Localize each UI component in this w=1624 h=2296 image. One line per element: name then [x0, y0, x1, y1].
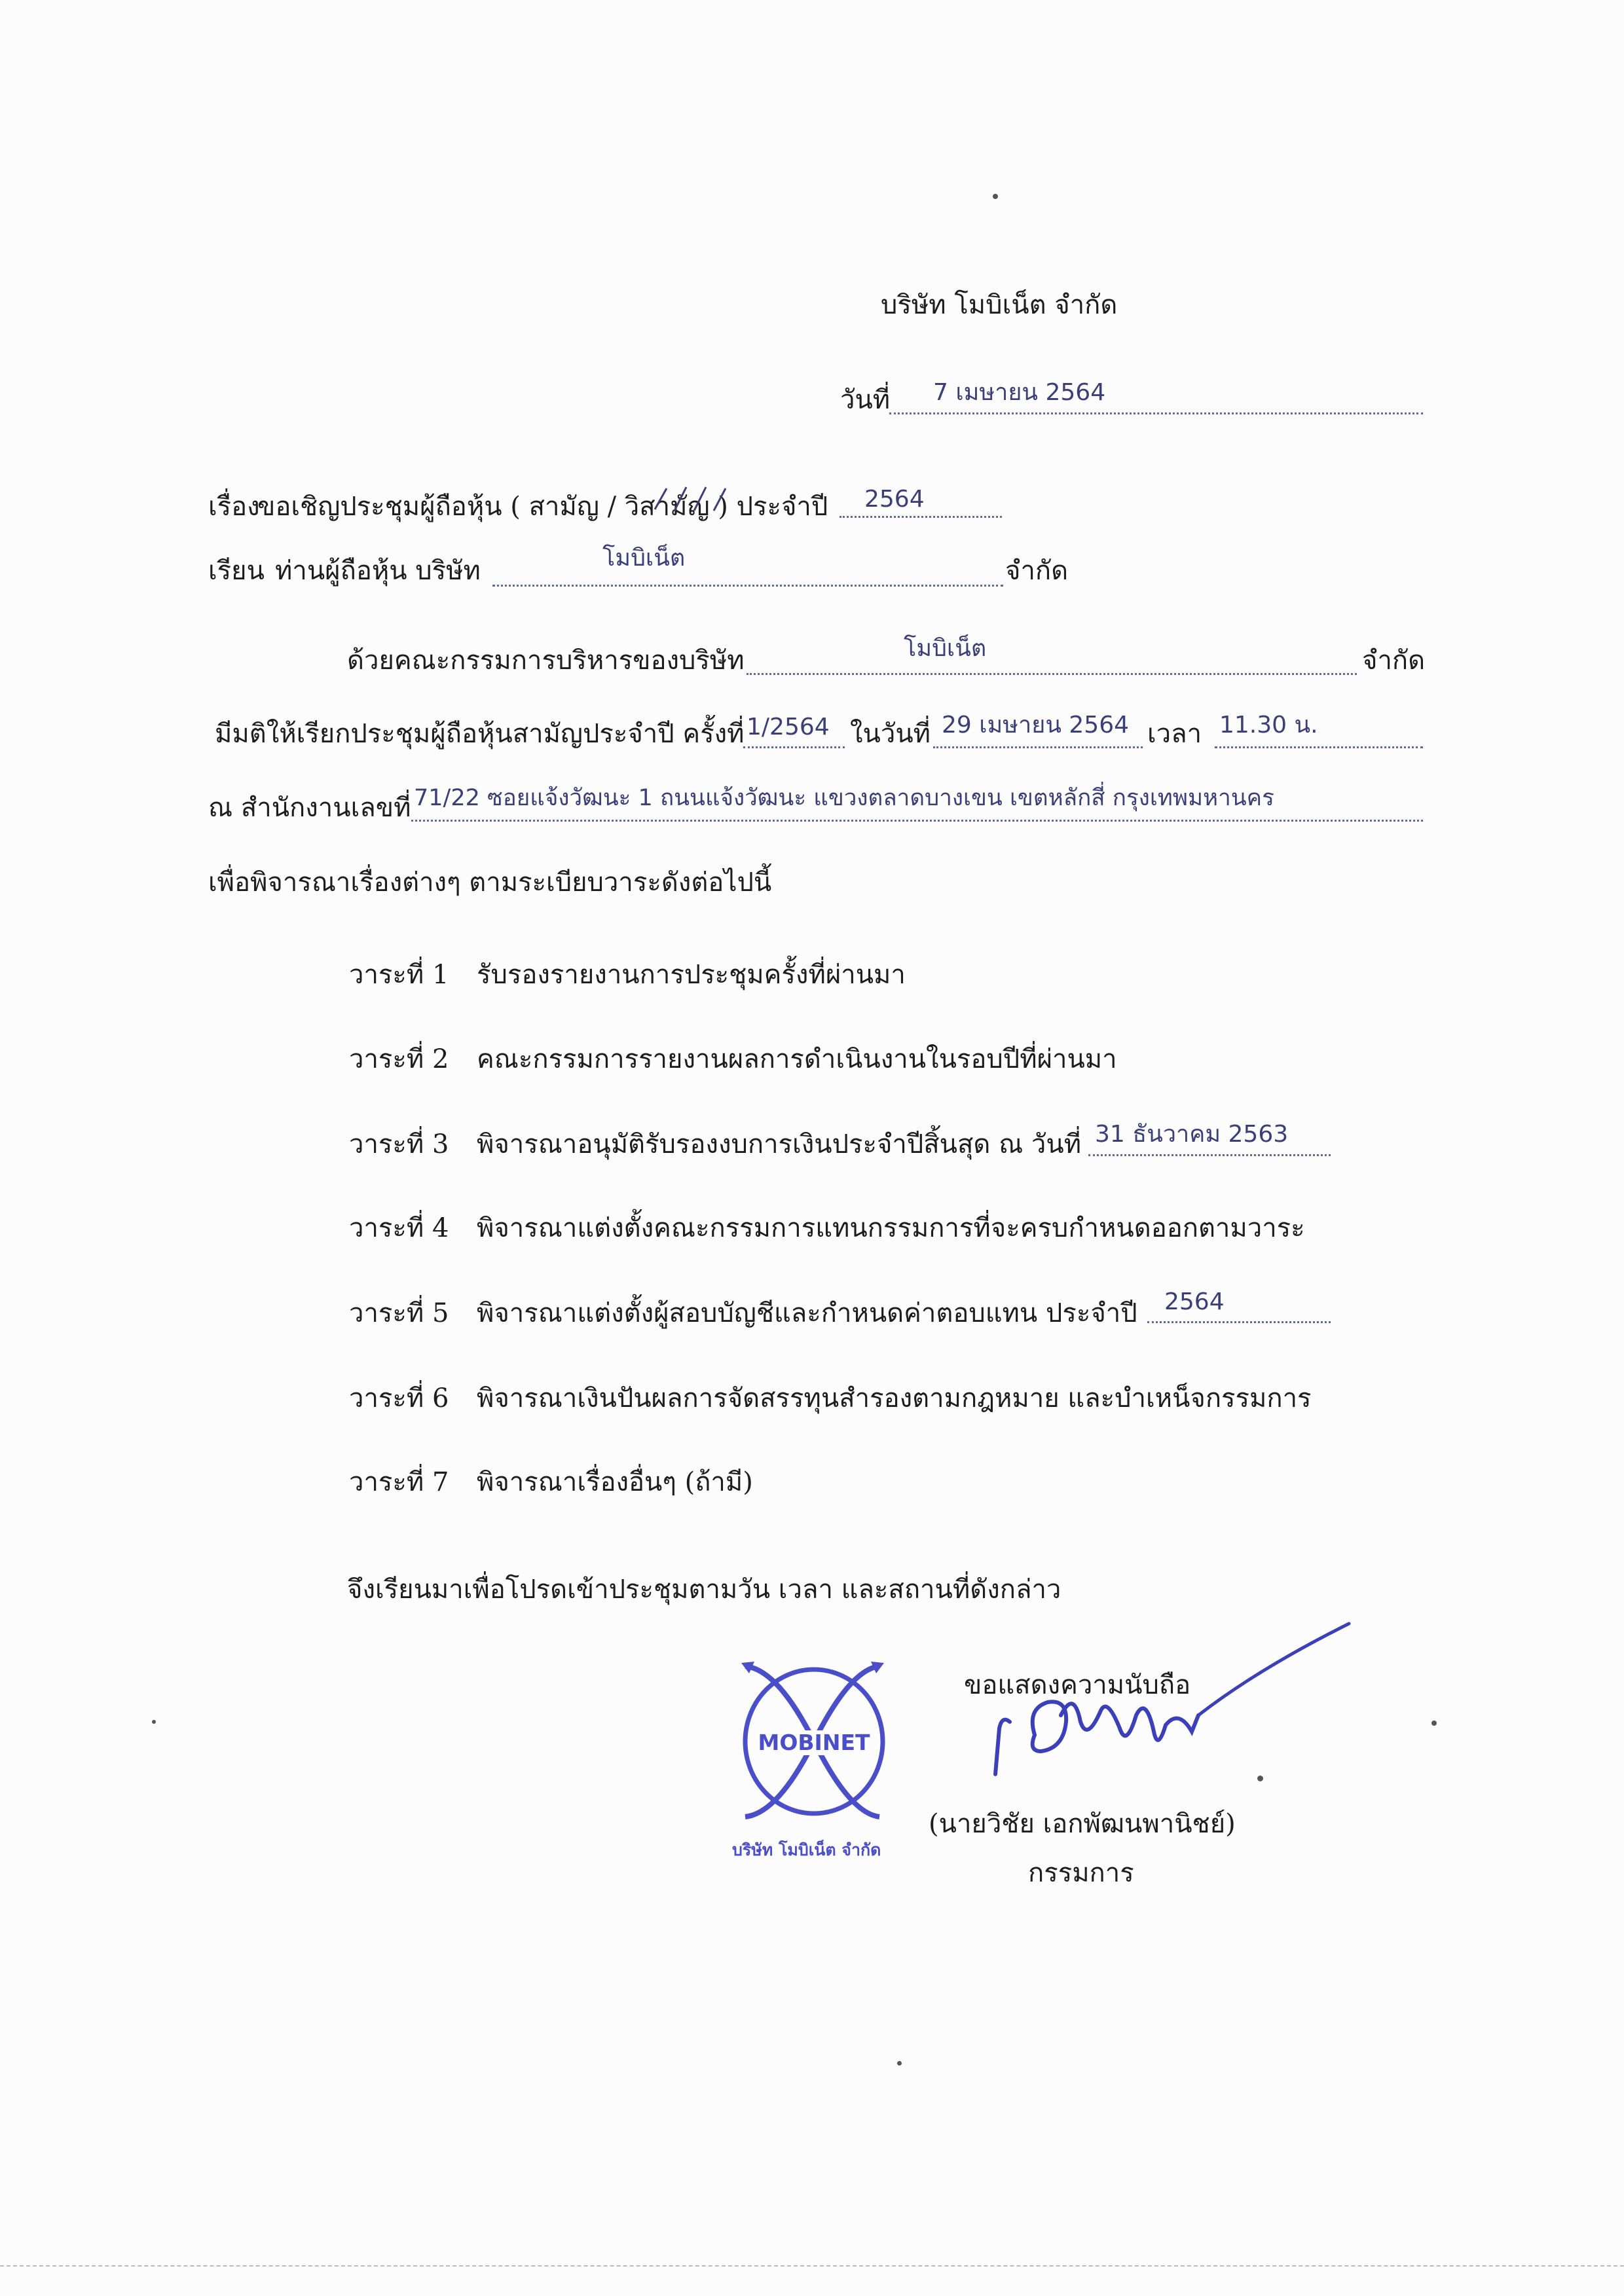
agenda-label-5: วาระที่ 5: [349, 1298, 449, 1328]
agenda-text-1: รับรองรายงานการประชุมครั้งที่ผ่านมา: [477, 960, 906, 990]
body-line4: เพื่อพิจารณาเรื่องต่างๆ ตามระเบียบวาระดังต่อไปนี้: [208, 867, 772, 898]
strikeout-marks: [648, 483, 747, 516]
body-line3-prefix: ณ สำนักงานเลขที่: [208, 793, 411, 823]
closing-text: จึงเรียนมาเพื่อโปรดเข้าประชุมตามวัน เวลา และสถานที่ดังกล่าว: [347, 1575, 1061, 1605]
agenda-3-fill: 31 ธันวาคม 2563: [1095, 1121, 1289, 1148]
agenda-text-7: พิจารณาเรื่องอื่นๆ (ถ้ามี): [477, 1467, 753, 1497]
date-value: 7 เมษายน 2564: [933, 379, 1106, 406]
body-company-line: [747, 673, 1357, 675]
to-suffix: จำกัด: [1005, 556, 1069, 586]
scan-speck: [897, 2061, 902, 2066]
date-label: วันที่: [840, 385, 891, 415]
signature-drawing: [982, 1617, 1362, 1781]
date-line: [889, 412, 1423, 414]
stamp-logo-icon: [732, 1643, 896, 1833]
scan-speck: [152, 1720, 156, 1724]
subject-label: เรื่อง: [208, 492, 260, 522]
signer-name: (นายวิชัย เอกพัฒนพานิชย์): [929, 1809, 1236, 1839]
stamp-caption: บริษัท โมบิเน็ต จำกัด: [732, 1840, 881, 1859]
subject-year-line: [840, 516, 1002, 518]
address: 71/22 ซอยแจ้งวัฒนะ 1 ถนนแจ้งวัฒนะ แขวงตลาดบางเขน เขตหลักสี่ กรุงเทพมหานคร: [414, 785, 1274, 811]
stamp-logo-text: MOBINET: [758, 1730, 870, 1755]
agenda-text-4: พิจารณาแต่งตั้งคณะกรรมการแทนกรรมการที่จะครบกำหนดออกตามวาระ: [477, 1213, 1305, 1243]
agenda-label-2: วาระที่ 2: [349, 1044, 449, 1074]
meeting-date: 29 เมษายน 2564: [942, 712, 1129, 738]
agenda-text-6: พิจารณาเงินปันผลการจัดสรรทุนสำรองตามกฎหมาย และบำเหน็จกรรมการ: [477, 1383, 1312, 1413]
agenda-label-4: วาระที่ 4: [349, 1213, 449, 1243]
scan-speck: [1257, 1776, 1263, 1781]
scan-edge: [0, 2265, 1624, 2267]
body-line1-prefix: ด้วยคณะกรรมการบริหารของบริษัท: [347, 646, 745, 676]
scan-speck: [993, 194, 998, 199]
body-line1-suffix: จำกัด: [1362, 646, 1426, 676]
to-text: ท่านผู้ถือหุ้น บริษัท: [275, 556, 481, 586]
meeting-time-line: [1215, 746, 1423, 748]
agenda-label-3: วาระที่ 3: [349, 1129, 449, 1159]
agenda-text-3: พิจารณาอนุมัติรับรองงบการเงินประจำปีสิ้นสุด ณ วันที่: [477, 1129, 1082, 1159]
meeting-no-line: [743, 746, 845, 748]
meeting-time-label: เวลา: [1147, 719, 1202, 749]
agenda-label-6: วาระที่ 6: [349, 1383, 449, 1413]
agenda-text-2: คณะกรรมการรายงานผลการดำเนินงานในรอบปีที่ผ่านมา: [477, 1044, 1117, 1074]
agenda-text-5: พิจารณาแต่งตั้งผู้สอบบัญชีและกำหนดค่าตอบแทน ประจำปี: [477, 1298, 1137, 1328]
to-company-line: [492, 585, 1003, 587]
to-company: โมบิเน็ต: [602, 545, 686, 572]
address-line: [411, 820, 1423, 822]
company-stamp: [732, 1643, 896, 1859]
body-company: โมบิเน็ต: [904, 635, 987, 662]
company-heading: บริษัท โมบิเน็ต จำกัด: [881, 290, 1118, 320]
signer-title: กรรมการ: [1028, 1858, 1134, 1888]
agenda-label-7: วาระที่ 7: [349, 1467, 449, 1497]
meeting-time: 11.30 น.: [1219, 712, 1318, 738]
closing-regards: ขอแสดงความนับถือ: [964, 1670, 1191, 1700]
agenda-3-fill-line: [1088, 1154, 1331, 1156]
agenda-label-1: วาระที่ 1: [349, 960, 449, 990]
subject-text: ขอเชิญประชุมผู้ถือหุ้น ( สามัญ / วิสามัญ ) ประจำปี: [257, 492, 828, 522]
body-line2-prefix: มีมติให้เรียกประชุมผู้ถือหุ้นสามัญประจำปี ครั้งที่: [215, 719, 745, 749]
meeting-date-line: [933, 746, 1143, 748]
agenda-5-fill-line: [1147, 1321, 1331, 1323]
scan-speck: [1431, 1721, 1437, 1726]
agenda-5-fill: 2564: [1164, 1288, 1225, 1315]
meeting-date-label: ในวันที่: [850, 719, 931, 749]
meeting-no: 1/2564: [747, 714, 830, 740]
to-label: เรียน: [208, 556, 265, 586]
subject-year: 2564: [864, 486, 925, 513]
